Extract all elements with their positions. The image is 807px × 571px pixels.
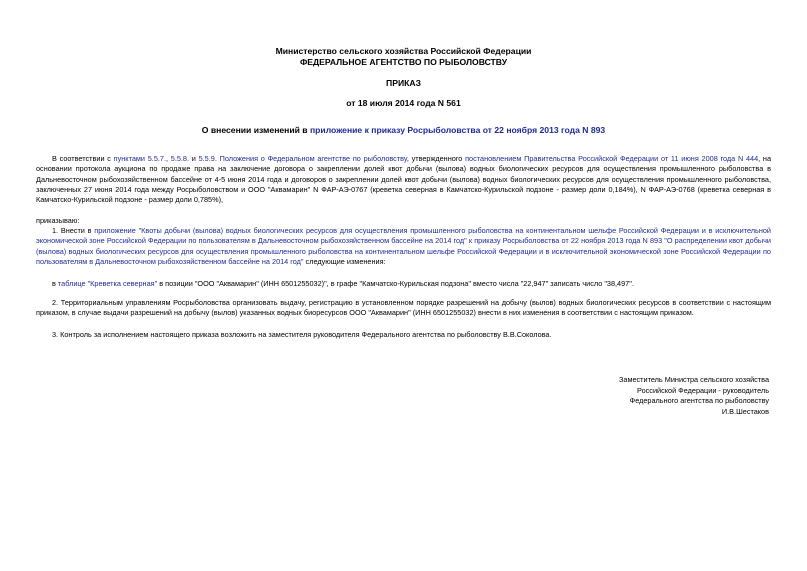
item-1-change-paragraph — [36, 279, 771, 289]
item-1-text-1: 1. Внести в — [52, 226, 95, 235]
preamble-paragraph — [36, 154, 771, 205]
link-government-decree[interactable]: постановлением Правительства Российской Федерации от 11 июня 2008 года N 444 — [465, 154, 759, 163]
subject-link[interactable]: приложение к приказу Росрыболовства от 22 ноября 2013 года N 893 — [309, 125, 606, 135]
signature-line-3: Федерального агентства по рыболовству — [629, 396, 769, 406]
agency-heading: ФЕДЕРАЛЬНОЕ АГЕНТСТВО ПО РЫБОЛОВСТВУ — [299, 57, 508, 67]
document-date-number: от 18 июля 2014 года N 561 — [346, 98, 461, 108]
preamble-text-5: , на основании протокола аукциона по продаже права на заключение договора о закреплении долей квот добычи (вылова) водных биологических ресурсов для осуществления промышленного рыболовства в Дальневосточном рыбохозяйственном бассейне от 4-5 июня 2014 года и договоров о закреплении долей квот добычи (вылова) водных биологических ресурсов для осуществления промышленного рыболовства, заключенных 27 июня 2014 года между Росрыболовством и ООО "Аквамарин" N ФАР-АЭ-0767 (креветка северная в Камчатско-Курильской подзоне - размер доли 0,184%), N ФАР-АЭ-0768 (креветка северная в Камчатско-Курильской подзоне - размер доли 0,785%), — [36, 154, 771, 205]
preamble-text-3: и — [189, 154, 199, 163]
change-text-1: в — [52, 279, 58, 288]
subject-prefix: О внесении изменений в — [201, 125, 310, 135]
item-1-appendix-link[interactable]: приложение "Квоты добычи (вылова) водных биологических ресурсов для осуществления промышленного рыболовства на континентальном шельфе Российской Федерации и в исключительной экономической зоне Российской Федерации по пользователям в Дальневосточном рыбохозяйственном бассейне на 2014 год" к приказу Росрыболовства от 22 ноября 2013 года N 893 "О распределении квот добычи (вылова) водных биологических ресурсов для осуществления промышленного рыболовства на континентальном шельфе Российской Федерации и в исключительной экономической зоне Российской Федерации по пользователям в Дальневосточном рыбохозяйственном бассейне на 2014 год" — [36, 226, 771, 266]
link-point-558[interactable]: 5.5.8. — [170, 154, 190, 163]
document-subject — [0, 125, 807, 136]
table-shrimp-link[interactable]: таблице "Креветка северная" — [57, 279, 158, 288]
order-word: приказываю: — [36, 216, 80, 225]
preamble-text-1: В соответствии с — [52, 154, 114, 163]
ministry-heading: Министерство сельского хозяйства Российской Федерации — [275, 46, 532, 56]
preamble-text-4: , утвержденного — [406, 154, 466, 163]
change-text-2: в позиции "ООО "Аквамарин" (ИНН 6501255032)", в графе "Камчатско-Курильская подзона" вместо числа "22,947" записать число "38,497". — [157, 279, 634, 288]
preamble-text-2: , — [165, 154, 171, 163]
item-3-paragraph: 3. Контроль за исполнением настоящего приказа возложить на заместителя руководителя Федерального агентства по рыболовству В.В.Соколова. — [52, 330, 552, 339]
signature-line-2: Российской Федерации - руководитель — [637, 385, 769, 395]
item-1-text-2: следующие изменения: — [303, 256, 386, 266]
link-points-557[interactable]: пунктами 5.5.7. — [113, 154, 166, 163]
item-1-paragraph — [36, 226, 771, 267]
item-2-paragraph: 2. Территориальным управлениям Росрыболовства организовать выдачу, регистрацию в установленном порядке разрешений на добычу (вылов) водных биологических ресурсов в соответствии с настоящим приказом, в случае выдачи разрешений на добычу (вылов) указанных водных биоресурсов ООО "Аквамарин" (ИНН 6501255032) внести в них изменения в соответствии с настоящим приказом. — [36, 298, 771, 318]
signature-name: И.В.Шестаков — [721, 406, 769, 416]
signature-block — [519, 375, 769, 417]
link-point-559-regulation[interactable]: 5.5.9. Положения о Федеральном агентстве по рыболовству — [198, 154, 407, 163]
signature-line-1: Заместитель Министра сельского хозяйства — [618, 375, 769, 384]
document-type: ПРИКАЗ — [386, 78, 421, 88]
